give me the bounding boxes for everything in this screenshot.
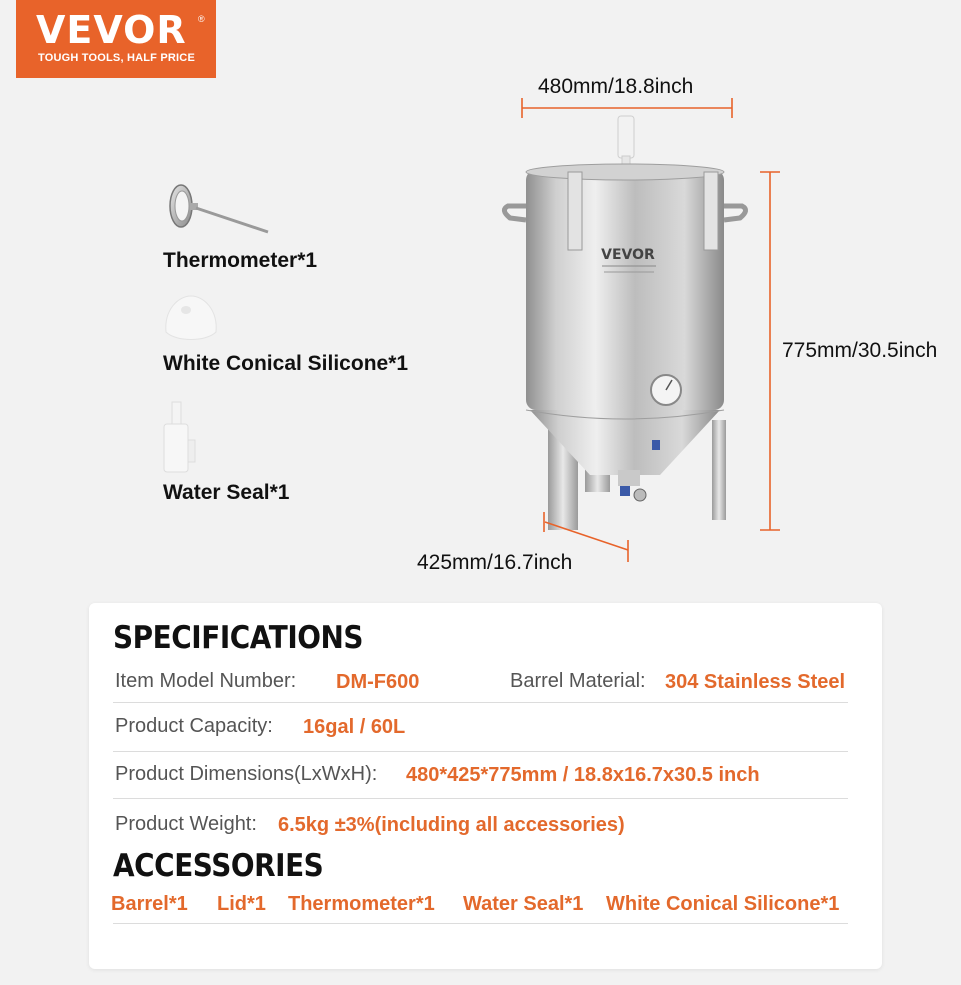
dimensions-value: 480*425*775mm / 18.8x16.7x30.5 inch: [406, 764, 760, 786]
dimensions-label: Product Dimensions(LxWxH):: [115, 763, 378, 785]
fermenter-badge: VEVOR: [601, 247, 655, 263]
accessory-item: White Conical Silicone*1: [606, 893, 840, 915]
divider: [113, 923, 848, 924]
brand-name: VEVOR: [36, 8, 187, 52]
registered-mark: ®: [198, 14, 205, 24]
width-dimension: 480mm/18.8inch: [538, 75, 694, 98]
height-dimension: 775mm/30.5inch: [782, 339, 938, 362]
accessories-title: ACCESSORIES: [113, 848, 324, 884]
material-value: 304 Stainless Steel: [665, 671, 846, 693]
weight-value: 6.5kg ±3%(including all accessories): [278, 814, 625, 836]
material-label: Barrel Material:: [510, 670, 646, 692]
model-value: DM-F600: [336, 671, 420, 693]
accessory-item: Barrel*1: [111, 893, 188, 915]
capacity-value: 16gal / 60L: [303, 716, 406, 738]
depth-dimension-line: [545, 522, 628, 550]
water-seal-label: Water Seal*1: [163, 481, 290, 504]
brand-tagline: TOUGH TOOLS, HALF PRICE: [38, 52, 195, 64]
thermometer-label: Thermometer*1: [163, 249, 318, 272]
capacity-label: Product Capacity:: [115, 715, 273, 737]
divider: [113, 798, 848, 799]
divider: [113, 751, 848, 752]
specifications-title: SPECIFICATIONS: [113, 620, 364, 656]
accessory-item: Lid*1: [217, 893, 266, 915]
accessory-item: Water Seal*1: [463, 893, 584, 915]
weight-label: Product Weight:: [115, 813, 257, 835]
divider: [113, 702, 848, 703]
model-label: Item Model Number:: [115, 670, 297, 692]
accessory-item: Thermometer*1: [288, 893, 435, 915]
silicone-label: White Conical Silicone*1: [163, 352, 409, 375]
depth-dimension: 425mm/16.7inch: [417, 551, 573, 574]
